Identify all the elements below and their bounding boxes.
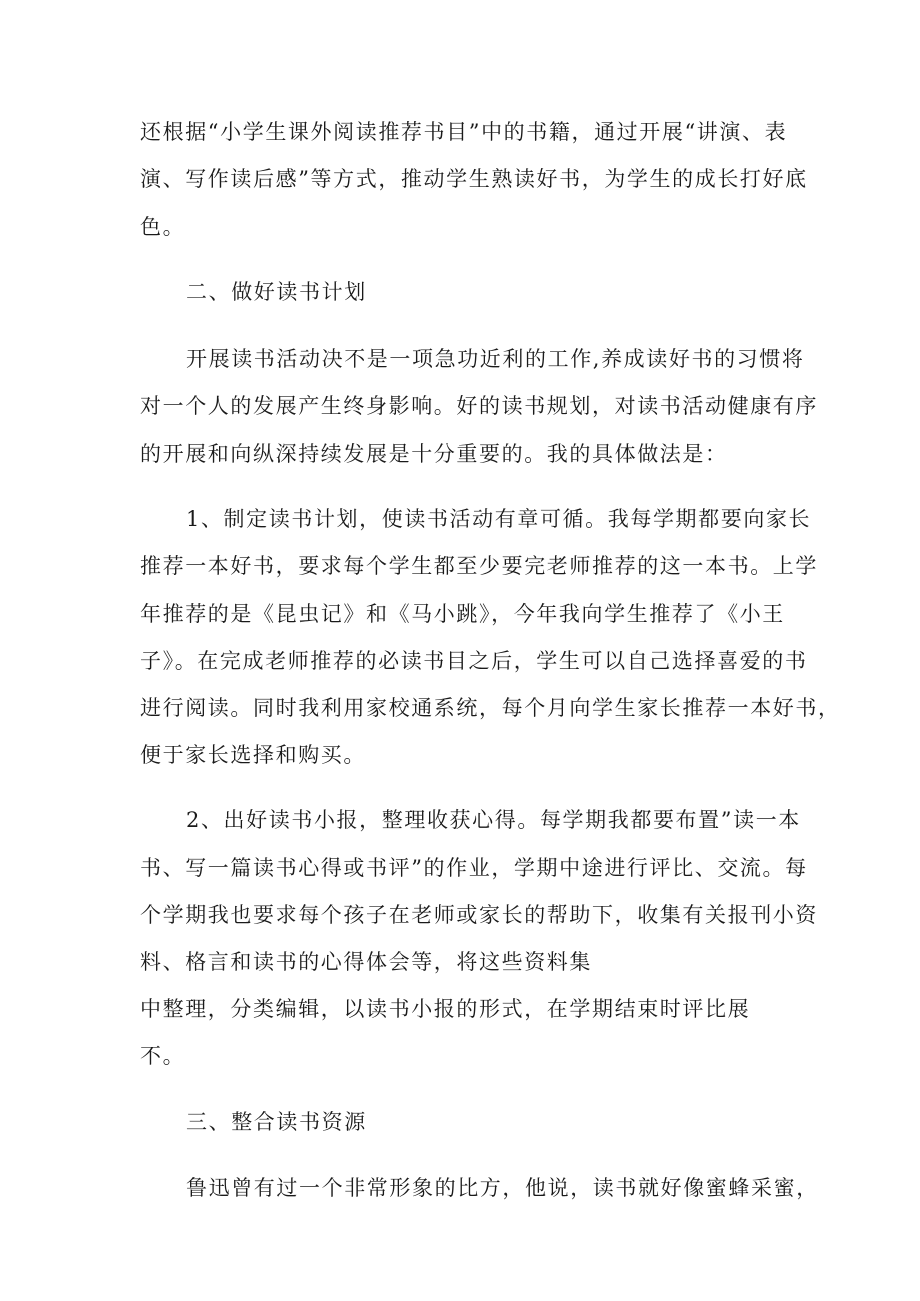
text-line: 还根据“小学生课外阅读推荐书目”中的书籍，通过开展“讲演、表 [140, 120, 788, 144]
text-line: 对一个人的发展产生终身影响。好的读书规划，对读书活动健康有序 [140, 394, 818, 418]
text-line: 个学期我也要求每个孩子在老师或家长的帮助下，收集有关报刊小资 [140, 903, 818, 927]
text-line: 不。 [140, 1044, 186, 1068]
text-line: 鲁迅曾有过一个非常形象的比方，他说，读书就好像蜜蜂采蜜， [186, 1176, 819, 1200]
section-heading: 三、整合读书资源 [186, 1110, 367, 1134]
text-line: 1、制定读书计划，使读书活动有章可循。我每学期都要向家长 [186, 507, 812, 531]
text-line: 便于家长选择和购买。 [140, 743, 366, 767]
section-heading: 二、做好读书计划 [186, 280, 367, 304]
text-line: 开展读书活动决不是一项急功近利的工作,养成读好书的习惯将 [186, 347, 805, 371]
text-line: 料、格言和读书的心得体会等，将这些资料集 [140, 950, 592, 974]
text-line: 子》。在完成老师推荐的必读书目之后，学生可以自己选择喜爱的书 [140, 649, 808, 673]
text-line: 进行阅读。同时我利用家校通系统，每个月向学生家长推荐一本好书， [140, 696, 841, 720]
text-line: 书、写一篇读书心得或书评”的作业，学期中途进行评比、交流。每 [140, 856, 808, 880]
text-line: 2、出好读书小报，整理收获心得。每学期我都要布置”读一本 [186, 808, 801, 832]
text-line: 演、写作读后感”等方式，推动学生熟读好书，为学生的成长打好底 [140, 167, 808, 191]
text-line: 年推荐的是《昆虫记》和《马小跳》，今年我向学生推荐了《小王 [140, 602, 785, 626]
text-line: 推荐一本好书，要求每个学生都至少要完老师推荐的这一本书。上学 [140, 554, 818, 578]
text-line: 色。 [140, 215, 186, 239]
text-line: 的开展和向纵深持续发展是十分重要的。我的具体做法是： [140, 442, 728, 466]
text-line: 中整理，分类编辑，以读书小报的形式，在学期结束时评比展 [140, 997, 751, 1021]
